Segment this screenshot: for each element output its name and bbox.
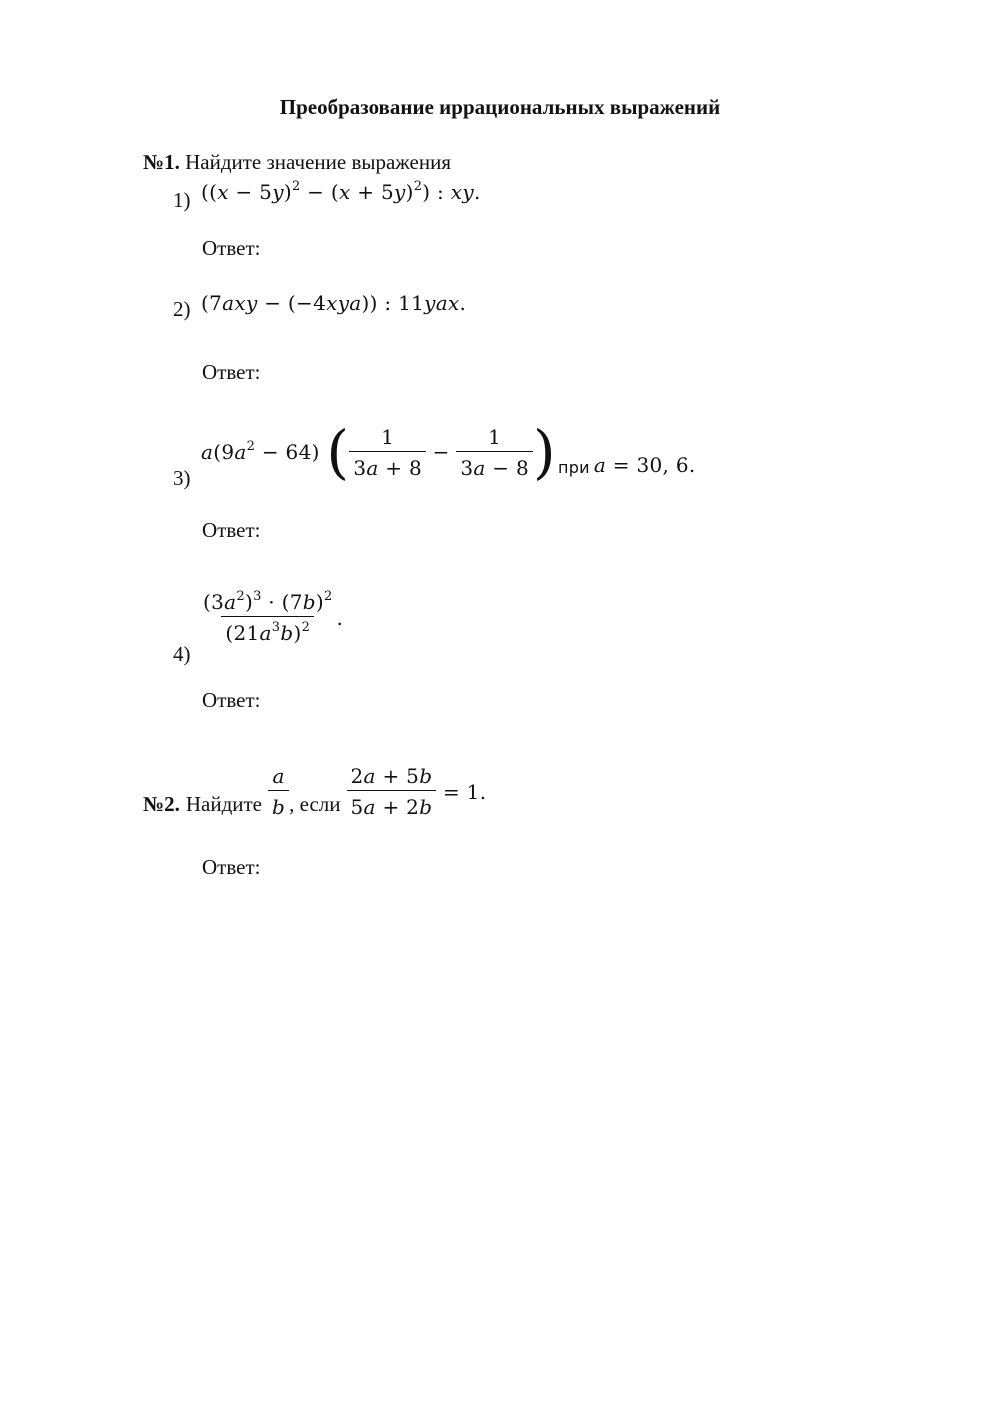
task2-condition: $\frac{2a + 5b}{5a + 2b}$ = 1.: [347, 764, 487, 819]
item3-label: 3): [173, 466, 191, 490]
task1-number: №1.: [143, 150, 180, 174]
item3-answer-label: Ответ:: [202, 518, 261, 542]
task2-heading: [143, 764, 486, 817]
item2-answer-label: Ответ:: [202, 360, 261, 384]
page-title: Преобразование иррациональных выражений: [279, 95, 721, 119]
item3-condition-word: при: [557, 458, 590, 477]
item4-answer-label: Ответ:: [202, 688, 261, 712]
item1-expression: $((x - 5y)^2 - (x + 5y)^2)$ : xy.: [201, 179, 481, 204]
task1-heading: [143, 150, 451, 175]
item2-expression: (7axy − (−4xya)) : 11yax.: [201, 291, 467, 315]
item4-label: 4): [173, 642, 191, 666]
task2-ratio: $\frac{a}{b}$: [268, 764, 289, 819]
task2-number: №2.: [143, 792, 180, 816]
task2-text-before: Найдите: [185, 792, 263, 816]
item1-label: 1): [173, 188, 191, 212]
task2-text-after: , если: [289, 792, 341, 816]
task1-text: Найдите значение выражения: [185, 150, 451, 174]
item4-expression: $\frac{(3a^2)^3 \cdot (7b)^2}{(21a^3b)^2}$ .: [203, 589, 344, 645]
task2-answer-label: Ответ:: [202, 855, 261, 879]
item1-answer-label: Ответ:: [202, 236, 261, 260]
item2-label: 2): [173, 297, 191, 321]
item3-expression: $a(9a^2 - 64)$ ( $\frac{1}{3a + 8}$ − $\frac{1}{3a - 8}$ ) при a = 30, 6.: [201, 418, 696, 486]
